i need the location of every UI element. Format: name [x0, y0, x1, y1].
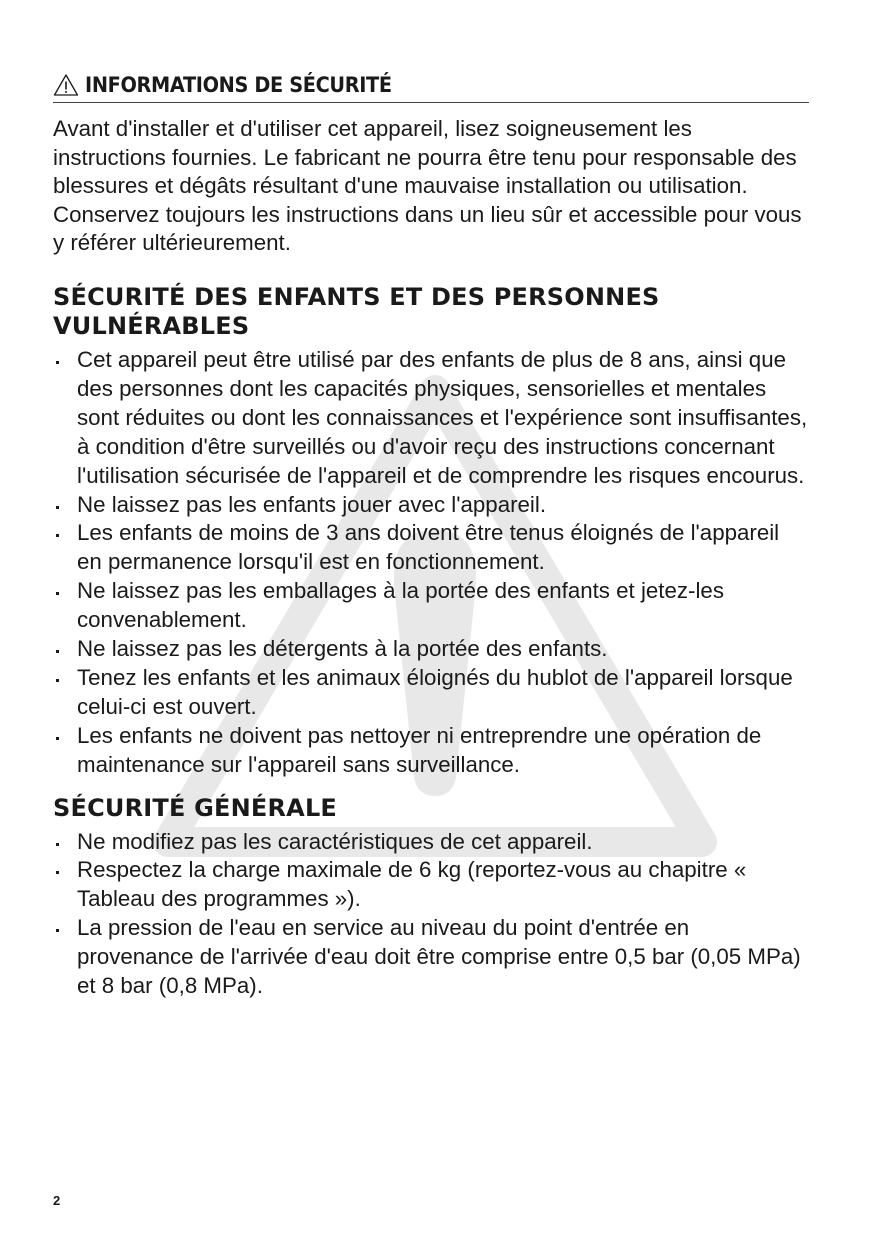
list-item: Ne laissez pas les détergents à la portée des enfants. — [53, 635, 809, 664]
child-safety-list — [53, 346, 809, 780]
list-item: Les enfants de moins de 3 ans doivent être tenus éloignés de l'appareil en permanence lorsqu'il est en fonctionnement. — [53, 519, 809, 577]
list-item: La pression de l'eau en service au niveau du point d'entrée en provenance de l'arrivée d'eau doit être comprise entre 0,5 bar (0,05 MPa) et 8 bar (0,8 MPa). — [53, 914, 809, 1001]
list-item: Les enfants ne doivent pas nettoyer ni entreprendre une opération de maintenance sur l'appareil sans surveillance. — [53, 722, 809, 780]
intro-paragraph: Avant d'installer et d'utiliser cet appareil, lisez soigneusement les instructions fournies. Le fabricant ne pourra être tenu pour responsable des blessures et dégâts résultant d'une mauvaise installation ou utilisation. Conservez toujours les instructions dans un lieu sûr et accessible pour vous y référer ultérieurement. — [53, 116, 802, 256]
warning-triangle-icon — [53, 73, 79, 97]
list-item: Ne laissez pas les emballages à la portée des enfants et jetez-les convenablement. — [53, 577, 809, 635]
section-title-general-safety: SÉCURITÉ GÉNÉRALE — [53, 793, 338, 822]
list-item: Tenez les enfants et les animaux éloignés du hublot de l'appareil lorsque celui-ci est ouvert. — [53, 664, 809, 722]
list-item: Respectez la charge maximale de 6 kg (reportez-vous au chapitre « Tableau des programmes »). — [53, 856, 809, 914]
page-content — [53, 68, 809, 1001]
page-number: 2 — [53, 1193, 61, 1208]
section-title-child-safety: SÉCURITÉ DES ENFANTS ET DES PERSONNES VULNÉRABLES — [53, 282, 660, 340]
list-item: Ne laissez pas les enfants jouer avec l'appareil. — [53, 491, 809, 520]
page-title: INFORMATIONS DE SÉCURITÉ — [85, 73, 392, 97]
general-safety-list — [53, 828, 809, 1001]
list-item: Ne modifiez pas les caractéristiques de cet appareil. — [53, 828, 809, 857]
list-item: Cet appareil peut être utilisé par des enfants de plus de 8 ans, ainsi que des personnes dont les capacités physiques, sensorielles et mentales sont réduites ou dont les connaissances et l'expérience sont insuffisantes, à condition d'être surveillés ou d'avoir reçu des instructions concernant l'utilisation sécurisée de l'appareil et de comprendre les risques encourus. — [53, 346, 809, 491]
section-header — [53, 68, 809, 103]
